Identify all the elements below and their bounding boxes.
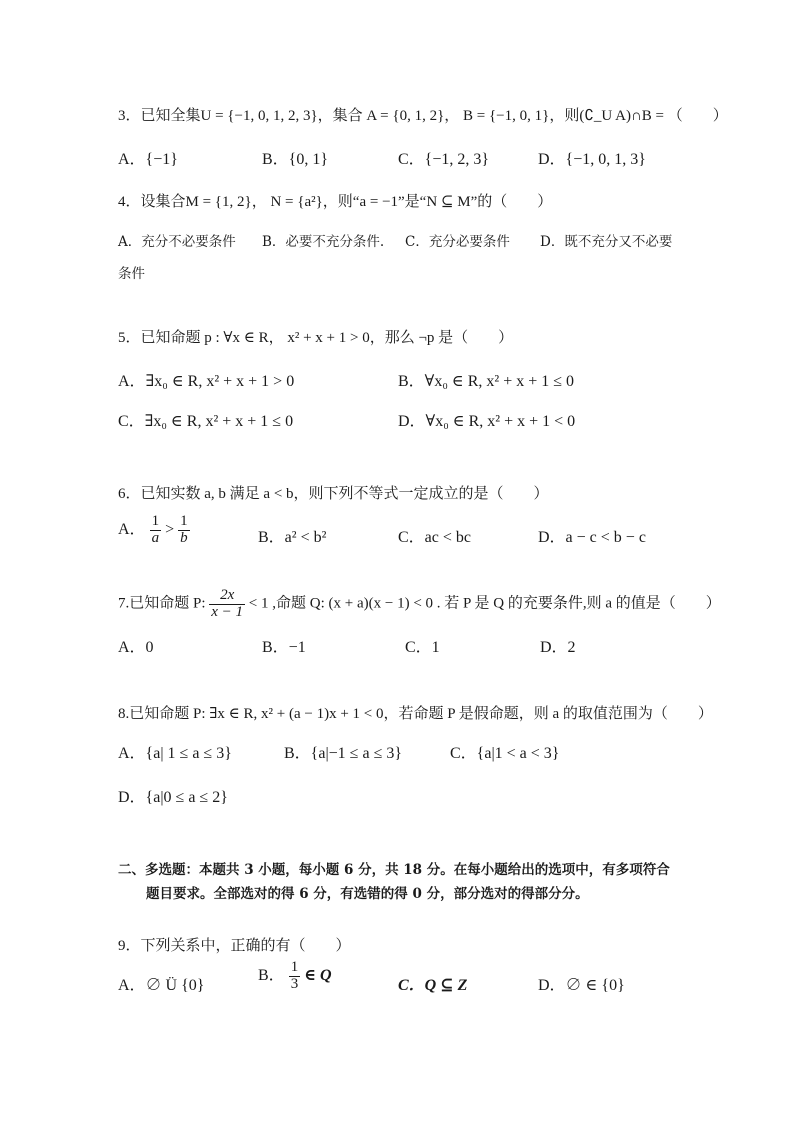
q3-option-a: A．{−1} — [118, 151, 178, 168]
q6-option-d: D．a − c < b − c — [538, 529, 646, 546]
q6-option-c: C．ac < bc — [398, 529, 472, 546]
q9-stem: 9．下列关系中，正确的有（ ） — [118, 938, 351, 954]
q5-option-b: B．∀x₀ ∈ R, x² + x + 1 ≤ 0 — [398, 373, 575, 390]
q7-stem — [118, 588, 721, 621]
q9-option-d: D．∅ ∈ {0} — [538, 977, 625, 994]
q6-operator: > — [165, 520, 175, 538]
q4-option-d-continued: 条件 — [118, 266, 145, 282]
q4-stem: 4．设集合M = {1, 2}， N = {a²}，则“a = −1”是“N ⊆ M”的（ ） — [118, 194, 553, 210]
q8-stem: 8.已知命题 P: ∃x ∈ R, x² + (a − 1)x + 1 < 0，若命题 P 是假命题，则 a 的取值范围为（ ） — [118, 706, 713, 722]
q5-stem: 5．已知命题 p : ∀x ∈ R， x² + x + 1 > 0，那么 ¬p 是（ ） — [118, 330, 514, 346]
q6-fraction-1: $\frac{1}{a}$ — [151, 513, 160, 546]
q4-option-a: A．充分不必要条件 — [118, 234, 236, 250]
q7-option-b: B．−1 — [262, 639, 306, 656]
q5-option-d: D．∀x₀ ∈ R, x² + x + 1 < 0 — [398, 413, 576, 430]
q8-option-d: D．{a|0 ≤ a ≤ 2} — [118, 789, 228, 806]
q8-option-a: A．{a| 1 ≤ a ≤ 3} — [118, 745, 232, 762]
q7-stem-suffix: < 1 ,命题 Q: (x + a)(x − 1) < 0 . 若 P 是 Q 的充要条件,则 a 的值是（ ） — [248, 595, 721, 612]
q7-fraction: $\frac{2x}{x - 1}$ — [211, 587, 244, 620]
q8-option-b: B．{a|−1 ≤ a ≤ 3} — [284, 745, 403, 762]
q6-fraction-2: $\frac{1}{b}$ — [180, 513, 188, 546]
q7-stem-prefix: 7.已知命题 P: — [118, 595, 206, 612]
q6-option-a — [118, 514, 190, 547]
q8-option-c: C．{a|1 < a < 3} — [450, 745, 560, 762]
q6-option-b: B．a² < b² — [258, 529, 327, 546]
q3-option-d: D．{−1, 0, 1, 3} — [538, 151, 646, 168]
q9-option-b-label: B． — [258, 966, 285, 984]
q6-stem: 6．已知实数 a, b 满足 a < b，则下列不等式一定成立的是（ ） — [118, 486, 549, 502]
q5-option-a: A．∃x₀ ∈ R, x² + x + 1 > 0 — [118, 373, 295, 390]
q4-option-d: D．既不充分又不必要 — [540, 234, 673, 250]
q7-option-d: D．2 — [540, 639, 576, 656]
q9-fraction: $\frac{1}{3}$ — [290, 959, 299, 992]
q5-option-c: C．∃x₀ ∈ R, x² + x + 1 ≤ 0 — [118, 413, 294, 430]
section2-heading-line2: 题目要求。全部选对的得 6 分，有选错的得 0 分，部分选对的得部分分。 — [146, 886, 589, 902]
q6-option-a-label: A． — [118, 520, 146, 538]
section2-heading-line1: 二、多选题：本题共 3 小题，每小题 6 分，共 18 分。在每小题给出的选项中，有多项符合 — [118, 862, 670, 878]
q3-option-b: B．{0, 1} — [262, 151, 329, 168]
q9-option-b — [258, 960, 332, 993]
q9-option-c: C．Q ⊆ Z — [398, 977, 468, 994]
q3-option-c: C．{−1, 2, 3} — [398, 151, 490, 168]
q4-option-c: C．充分必要条件 — [405, 234, 510, 250]
q9-option-b-rest: ∈ Q — [304, 966, 332, 984]
q7-option-c: C．1 — [405, 639, 440, 656]
q7-option-a: A．0 — [118, 639, 154, 656]
q4-option-b: B．必要不充分条件. — [262, 234, 385, 250]
q9-option-a: A．∅ Ü {0} — [118, 977, 205, 994]
q3-stem: 3．已知全集U = {−1, 0, 1, 2, 3}，集合 A = {0, 1, 2}， B = {−1, 0, 1}，则(∁_U A)∩B = （ ） — [118, 108, 728, 124]
